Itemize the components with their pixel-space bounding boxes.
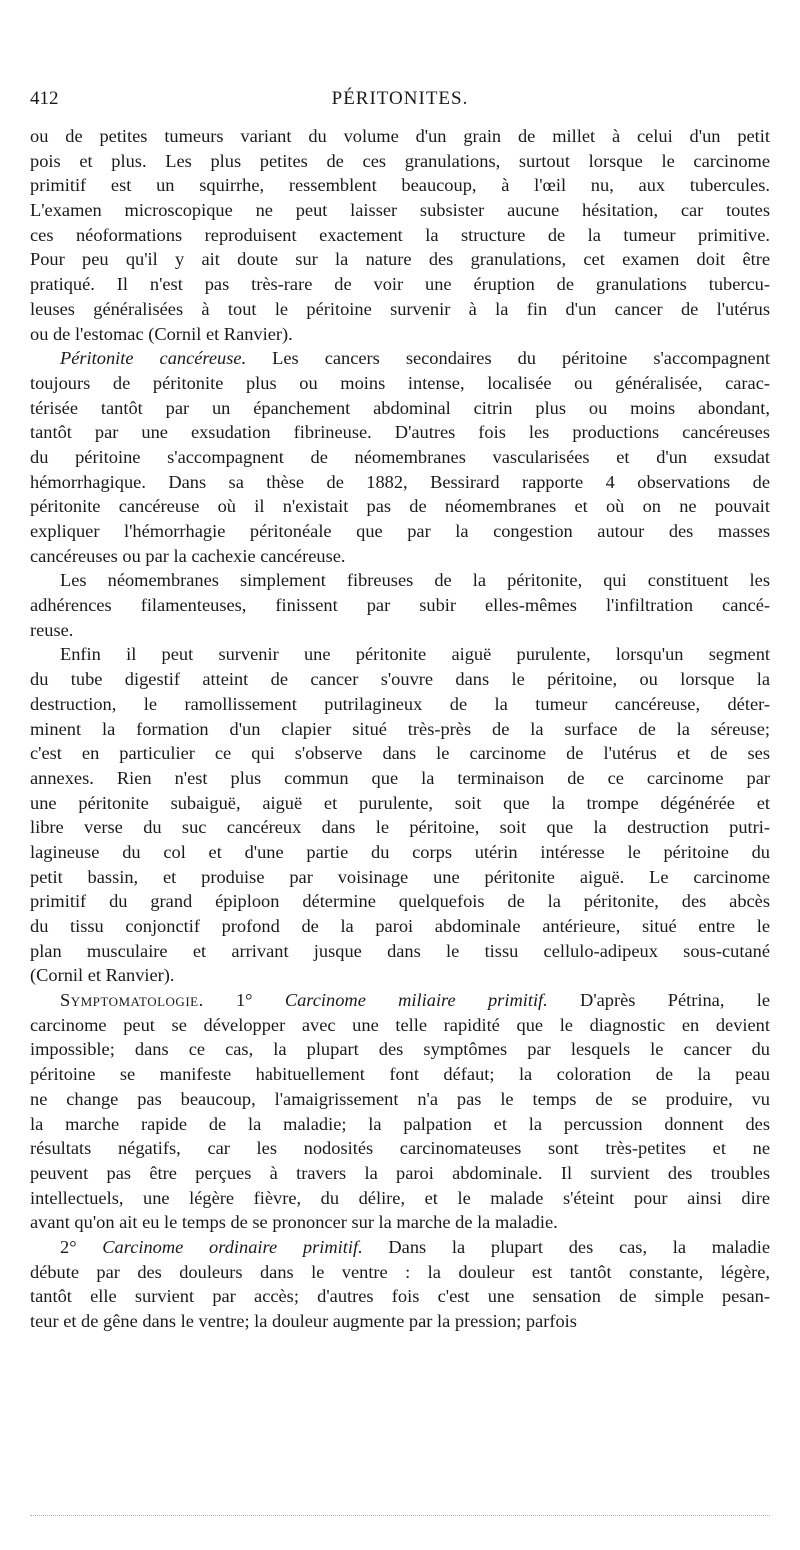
text-line: la marche rapide de la maladie; la palpation et la percussion donnent des [30,1113,770,1134]
text-line: petit bassin, et produise par voisinage une péritonite aiguë. Le carcinome [30,866,770,887]
text-line: leuses généralisées à tout le péritoine survenir à la fin d'un cancer de l'utérus [30,298,770,319]
text-line: débute par des douleurs dans le ventre : la douleur est tantôt constante, légère, [30,1261,770,1282]
text-run: 2° [60,1236,103,1257]
text-line: (Cornil et Ranvier). [30,965,175,986]
text-line: Pour peu qu'il y ait doute sur la nature des granulations, cet examen doit être [30,249,770,270]
text-line: teur et de gêne dans le ventre; la douleur augmente par la pression; parfois [30,1311,577,1331]
text-line: ne change pas beaucoup, l'amaigrissement n'a pas le temps de se produire, vu [30,1088,770,1109]
text-line: ces néoformations reproduisent exactement la structure de la tumeur primitive. [30,224,770,245]
text-line [30,1235,770,1260]
text-line: du tissu conjonctif profond de la paroi abdominale antérieure, situé entre le [30,916,770,936]
body-text [30,124,770,1334]
text-line: primitif est un squirrhe, ressemblent beaucoup, à l'œil nu, aux tubercules. [30,175,770,196]
text-line: Les néomembranes simplement fibreuses de la péritonite, qui constituent les [60,570,770,591]
text-line: reuse. [30,619,74,640]
text-line: ou de l'estomac (Cornil et Ranvier). [30,323,293,344]
bottom-rule [30,1515,770,1516]
text-line: toujours de péritonite plus ou moins intense, localisée ou généralisée, carac- [30,372,770,393]
text-line: expliquer l'hémorrhagie péritonéale que par la congestion autour des masses [30,521,770,541]
page-header [30,88,770,114]
text-line: avant qu'on ait eu le temps de se prononcer sur la marche de la maladie. [30,1212,558,1233]
text-line: L'examen microscopique ne peut laisser subsister aucune hésitation, car toutes [30,200,770,221]
text-line: du tube digestif atteint de cancer s'ouvre dans le péritoine, ou lorsque la [30,669,770,690]
text-line: ou de petites tumeurs variant du volume d'un grain de millet à celui d'un petit [30,126,770,146]
text-line: intellectuels, une légère fièvre, du délire, et le malade s'éteint pour ainsi dire [30,1187,770,1208]
text-line: térisée tantôt par un épanchement abdominal citrin plus ou moins abondant, [30,397,770,418]
text-line: plan musculaire et arrivant jusque dans le tissu cellulo-adipeux sous-cutané [30,940,770,961]
text-run: D'après Pétrina, le [547,990,770,1011]
italic-heading: Carcinome ordinaire primitif. [102,1236,363,1257]
text-run: 1° [203,990,285,1011]
text-line: peuvent pas être perçues à travers la paroi abdominale. Il survient des troubles [30,1162,770,1183]
text-line: résultats négatifs, car les nodosités carcinomateuses sont très-petites et ne [30,1138,770,1159]
text-line: minent la formation d'un clapier situé très-près de la surface de la séreuse; [30,718,770,739]
page-number: 412 [30,88,59,109]
text-line: c'est en particulier ce qui s'observe dans le carcinome de l'utérus et de ses [30,743,770,764]
text-line: annexes. Rien n'est plus commun que la terminaison de ce carcinome par [30,767,770,788]
text-line: une péritonite subaiguë, aiguë et purulente, soit que la trompe dégénérée et [30,792,770,813]
text-line: carcinome peut se développer avec une telle rapidité que le diagnostic en devient [30,1014,770,1035]
text-line: tantôt elle survient par accès; d'autres fois c'est une sensation de simple pesan- [30,1286,770,1307]
text-line: libre verse du suc cancéreux dans le péritoine, soit que la destruction putri- [30,817,770,838]
text-line: péritoine se manifeste habituellement font défaut; la coloration de la peau [30,1064,770,1085]
text-line: primitif du grand épiploon détermine quelquefois de la péritonite, des abcès [30,891,770,912]
text-line: du péritoine s'accompagnent de néomembranes vascularisées et d'un exsudat [30,446,770,467]
text-line: péritonite cancéreuse où il n'existait pas de néomembranes et où on ne pouvait [30,496,770,517]
text-line: destruction, le ramollissement putrilagineux de la tumeur cancéreuse, déter- [30,693,770,714]
text-line [30,988,770,1013]
text-run: Les cancers secondaires du péritoine s'accompagnent [246,348,770,369]
text-line: Enfin il peut survenir une péritonite aiguë purulente, lorsqu'un segment [60,644,770,665]
text-line: impossible; dans ce cas, la plupart des symptômes par lesquels le cancer du [30,1039,770,1060]
text-line: lagineuse du col et d'une partie du corps utérin intéresse le péritoine du [30,841,770,862]
italic-heading: Péritonite cancéreuse. [60,348,247,369]
text-line: adhérences filamenteuses, finissent par subir elles-mêmes l'infiltration cancé- [30,595,770,616]
text-run: Dans la plupart des cas, la maladie [362,1236,770,1257]
italic-heading: Carcinome miliaire primitif. [284,990,548,1011]
text-line: cancéreuses ou par la cachexie cancéreuse. [30,545,346,566]
text-line: tantôt par une exsudation fibrineuse. D'autres fois les productions cancéreuses [30,422,770,443]
text-line: pratiqué. Il n'est pas très-rare de voir une éruption de granulations tubercu- [30,274,770,295]
text-line: pois et plus. Les plus petites de ces granulations, surtout lorsque le carcinome [30,150,770,171]
section-heading: Symptomatologie. [60,990,204,1011]
text-line [30,346,770,371]
running-title: PÉRITONITES. [331,88,469,109]
text-line: hémorrhagique. Dans sa thèse de 1882, Bessirard rapporte 4 observations de [30,471,770,492]
